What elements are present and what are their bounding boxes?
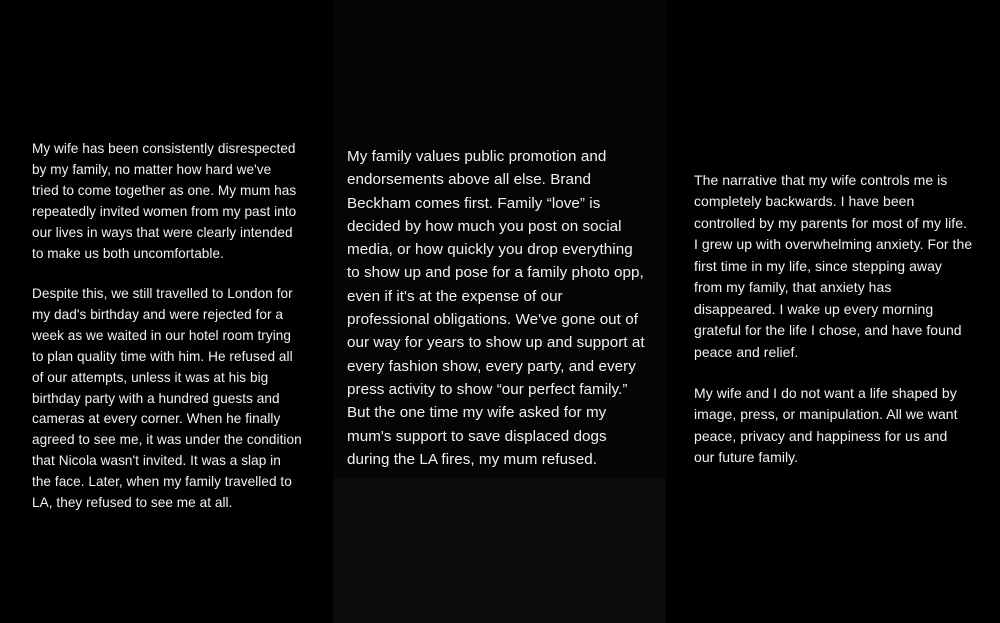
middle-panel-lower-shade bbox=[333, 478, 666, 623]
middle-paragraph-public-promotion: My family values public promotion and endorsements above all else. Brand Beckham comes first. Family “love” is decided by how much you post on social media, or how quickly you drop everything to show up and pose for a family photo opp, even if it's at the expense of our professional obligations. We've gone out of our way for years to show up and support at every fashion show, every party, and every press activity to show “our perfect family.” But the one time my wife asked for my mum's support to save displaced dogs during the LA fires, my mum refused. bbox=[347, 148, 645, 468]
right-paragraph-narrative: The narrative that my wife controls me is completely backwards. I have been controlled by my parents for most of my life. I grew up with overwhelming anxiety. For the first time in my life, since stepping away from my family, that anxiety has disappeared. I wake up every morning grateful for the life I chose, and have found peace and relief. bbox=[694, 172, 973, 360]
left-paragraph-family-disrespect: My wife has been consistently disrespected by my family, no matter how hard we've tried to come together as one. My mum has repeatedly invited women from my past into our lives in ways that were clearly intended to make us both uncomfortable. bbox=[32, 141, 297, 261]
right-paragraph-future: My wife and I do not want a life shaped by image, press, or manipulation. All we want peace, privacy and happiness for us and our future family. bbox=[694, 385, 958, 466]
left-paragraph-london-trip: Despite this, we still travelled to London for my dad's birthday and were rejected for a week as we waited in our hotel room trying to plan quality time with him. He refused all of our attempts, unless it was at his big birthday party with a hundred guests and cameras at every corner. When he finally agreed to see me, it was under the condition that Nicola wasn't invited. It was a slap in the face. Later, when my family travelled to LA, they refused to see me at all. bbox=[32, 286, 302, 511]
